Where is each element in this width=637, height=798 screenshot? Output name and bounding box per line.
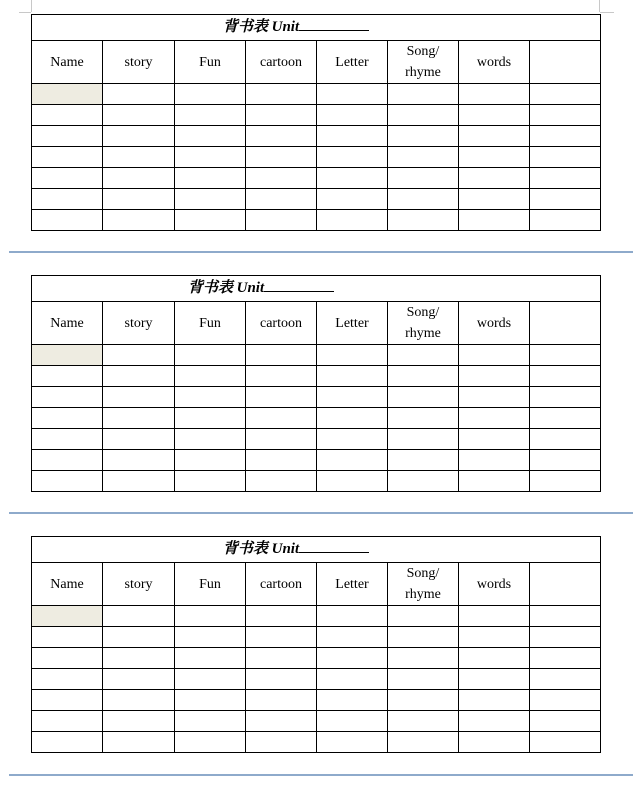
table-cell[interactable]: [246, 345, 317, 366]
table-cell[interactable]: [103, 732, 175, 753]
table-cell[interactable]: [175, 450, 246, 471]
table-cell[interactable]: [103, 408, 175, 429]
table-cell[interactable]: [175, 429, 246, 450]
table-cell[interactable]: [459, 711, 530, 732]
table-cell[interactable]: [246, 606, 317, 627]
table-cell[interactable]: [103, 147, 175, 168]
table-cell[interactable]: [317, 126, 388, 147]
header-cartoon: cartoon: [246, 41, 317, 84]
recitation-table: [31, 536, 601, 753]
table-cell[interactable]: [32, 471, 103, 492]
unit-blank-line[interactable]: [264, 278, 334, 292]
table-cell[interactable]: [246, 648, 317, 669]
table-cell[interactable]: [530, 366, 601, 387]
table-row: [32, 669, 601, 690]
table-cell[interactable]: [175, 669, 246, 690]
table-cell[interactable]: [317, 450, 388, 471]
table-cell[interactable]: [175, 189, 246, 210]
table-row: [32, 189, 601, 210]
table-cell[interactable]: [246, 210, 317, 231]
table-cell[interactable]: [175, 648, 246, 669]
header-fun: Fun: [175, 41, 246, 84]
page-separator: [9, 774, 633, 776]
table-cell[interactable]: [246, 168, 317, 189]
table-cell[interactable]: [530, 168, 601, 189]
table-cell[interactable]: [246, 408, 317, 429]
table-cell[interactable]: [175, 471, 246, 492]
header-name: Name: [32, 302, 103, 345]
header-story: story: [103, 41, 175, 84]
table-cell[interactable]: [32, 732, 103, 753]
table-cell[interactable]: [388, 126, 459, 147]
table-row: [32, 210, 601, 231]
table-cell[interactable]: [530, 648, 601, 669]
table-cell[interactable]: [32, 690, 103, 711]
table-cell[interactable]: [459, 84, 530, 105]
page-separator: [9, 251, 633, 253]
table-cell[interactable]: [317, 732, 388, 753]
table-cell[interactable]: [530, 627, 601, 648]
table-cell[interactable]: [175, 105, 246, 126]
table-cell[interactable]: [530, 606, 601, 627]
table-cell[interactable]: [459, 450, 530, 471]
table-cell[interactable]: [388, 387, 459, 408]
table-cell[interactable]: [459, 606, 530, 627]
table-cell[interactable]: [103, 84, 175, 105]
table-cell[interactable]: [175, 126, 246, 147]
crop-mark-right-h: [600, 12, 614, 13]
table-cell[interactable]: [530, 429, 601, 450]
selected-cell[interactable]: [32, 606, 103, 627]
table-cell[interactable]: [530, 450, 601, 471]
table-row: [32, 126, 601, 147]
header-words: words: [459, 563, 530, 606]
table-cell[interactable]: [388, 669, 459, 690]
table-body: [32, 606, 601, 753]
table-cell[interactable]: [459, 471, 530, 492]
header-cartoon: cartoon: [246, 563, 317, 606]
crop-mark-left: [31, 0, 32, 12]
table-body: [32, 84, 601, 231]
header-extra: [530, 563, 601, 606]
table-cell[interactable]: [246, 387, 317, 408]
table-cell[interactable]: [388, 84, 459, 105]
table-cell[interactable]: [175, 345, 246, 366]
table-cell[interactable]: [175, 606, 246, 627]
table-cell[interactable]: [530, 711, 601, 732]
table-row: [32, 429, 601, 450]
table-cell[interactable]: [388, 711, 459, 732]
table-cell[interactable]: [175, 147, 246, 168]
table-cell[interactable]: [459, 147, 530, 168]
table-cell[interactable]: [317, 408, 388, 429]
table-cell[interactable]: [32, 429, 103, 450]
table-cell[interactable]: [103, 690, 175, 711]
table-cell[interactable]: [388, 210, 459, 231]
table-row: [32, 147, 601, 168]
table-cell[interactable]: [317, 105, 388, 126]
table-cell[interactable]: [103, 387, 175, 408]
table-cell[interactable]: [175, 627, 246, 648]
table-cell[interactable]: [388, 345, 459, 366]
table-cell[interactable]: [317, 210, 388, 231]
table-row: [32, 471, 601, 492]
table-cell[interactable]: [103, 105, 175, 126]
table-cell[interactable]: [175, 408, 246, 429]
table-cell[interactable]: [317, 345, 388, 366]
header-song-rhyme: [388, 302, 459, 345]
table-row: [32, 168, 601, 189]
table-cell[interactable]: [388, 450, 459, 471]
table-cell[interactable]: [32, 105, 103, 126]
header-song-rhyme-text: Song/ rhyme: [405, 305, 441, 341]
header-song-rhyme-text: Song/ rhyme: [405, 44, 441, 80]
table-cell[interactable]: [459, 126, 530, 147]
table-cell[interactable]: [317, 471, 388, 492]
table-body: [32, 345, 601, 492]
table-row: [32, 648, 601, 669]
table-cell[interactable]: [246, 627, 317, 648]
recitation-sheet-1: [31, 14, 600, 231]
table-cell[interactable]: [530, 471, 601, 492]
table-cell[interactable]: [388, 690, 459, 711]
table-row: [32, 408, 601, 429]
header-song-rhyme-text: Song/ rhyme: [405, 566, 441, 602]
table-cell[interactable]: [388, 627, 459, 648]
table-cell[interactable]: [32, 147, 103, 168]
table-cell[interactable]: [32, 126, 103, 147]
page-separator: [9, 512, 633, 514]
table-title-text: 背书表 Unit: [222, 19, 300, 35]
table-cell[interactable]: [459, 168, 530, 189]
table-cell[interactable]: [103, 429, 175, 450]
table-cell[interactable]: [32, 648, 103, 669]
table-cell[interactable]: [530, 147, 601, 168]
table-cell[interactable]: [459, 189, 530, 210]
header-fun: Fun: [175, 563, 246, 606]
table-cell[interactable]: [388, 189, 459, 210]
table-title: [32, 276, 601, 302]
table-cell[interactable]: [530, 690, 601, 711]
table-cell[interactable]: [530, 210, 601, 231]
table-cell[interactable]: [103, 648, 175, 669]
table-row: [32, 387, 601, 408]
table-cell[interactable]: [246, 84, 317, 105]
table-cell[interactable]: [246, 669, 317, 690]
header-words: words: [459, 302, 530, 345]
table-cell[interactable]: [530, 126, 601, 147]
table-cell[interactable]: [175, 387, 246, 408]
table-row: [32, 366, 601, 387]
table-cell[interactable]: [459, 648, 530, 669]
table-row: [32, 627, 601, 648]
table-cell[interactable]: [103, 210, 175, 231]
table-cell[interactable]: [246, 189, 317, 210]
table-title: [32, 15, 601, 41]
table-cell[interactable]: [317, 429, 388, 450]
table-cell[interactable]: [246, 471, 317, 492]
table-cell[interactable]: [388, 366, 459, 387]
table-cell[interactable]: [388, 732, 459, 753]
crop-mark-right: [599, 0, 600, 12]
table-cell[interactable]: [32, 168, 103, 189]
table-cell[interactable]: [530, 669, 601, 690]
table-title: [32, 537, 601, 563]
table-cell[interactable]: [317, 189, 388, 210]
table-cell[interactable]: [459, 732, 530, 753]
header-letter: Letter: [317, 302, 388, 345]
header-cartoon: cartoon: [246, 302, 317, 345]
table-cell[interactable]: [103, 450, 175, 471]
table-cell[interactable]: [32, 408, 103, 429]
table-cell[interactable]: [317, 168, 388, 189]
header-song-rhyme: [388, 41, 459, 84]
table-cell[interactable]: [246, 732, 317, 753]
table-row: [32, 732, 601, 753]
table-cell[interactable]: [459, 690, 530, 711]
recitation-sheet-2: [31, 275, 600, 492]
table-cell[interactable]: [32, 366, 103, 387]
table-cell[interactable]: [246, 450, 317, 471]
table-title-text: 背书表 Unit: [187, 280, 265, 296]
table-row: [32, 345, 601, 366]
table-cell[interactable]: [246, 690, 317, 711]
table-cell[interactable]: [459, 408, 530, 429]
table-row: [32, 450, 601, 471]
table-cell[interactable]: [388, 147, 459, 168]
table-cell[interactable]: [103, 471, 175, 492]
header-extra: [530, 302, 601, 345]
table-cell[interactable]: [317, 648, 388, 669]
header-story: story: [103, 302, 175, 345]
table-cell[interactable]: [246, 147, 317, 168]
unit-blank-line[interactable]: [299, 17, 369, 31]
table-cell[interactable]: [103, 345, 175, 366]
table-cell[interactable]: [175, 366, 246, 387]
table-cell[interactable]: [530, 189, 601, 210]
table-cell[interactable]: [175, 84, 246, 105]
table-cell[interactable]: [388, 408, 459, 429]
selected-cell[interactable]: [32, 345, 103, 366]
table-cell[interactable]: [317, 606, 388, 627]
table-cell[interactable]: [32, 669, 103, 690]
table-cell[interactable]: [317, 690, 388, 711]
table-cell[interactable]: [32, 627, 103, 648]
table-row: [32, 690, 601, 711]
table-cell[interactable]: [459, 105, 530, 126]
table-cell[interactable]: [459, 669, 530, 690]
table-row: [32, 105, 601, 126]
table-cell[interactable]: [246, 366, 317, 387]
table-cell[interactable]: [103, 126, 175, 147]
table-cell[interactable]: [103, 366, 175, 387]
table-cell[interactable]: [530, 387, 601, 408]
header-extra: [530, 41, 601, 84]
table-cell[interactable]: [388, 471, 459, 492]
table-cell[interactable]: [103, 168, 175, 189]
header-name: Name: [32, 563, 103, 606]
table-cell[interactable]: [530, 345, 601, 366]
table-cell[interactable]: [317, 627, 388, 648]
selected-cell[interactable]: [32, 84, 103, 105]
header-words: words: [459, 41, 530, 84]
recitation-table: [31, 275, 601, 492]
table-cell[interactable]: [175, 732, 246, 753]
table-row: [32, 84, 601, 105]
table-cell[interactable]: [32, 450, 103, 471]
table-cell[interactable]: [32, 711, 103, 732]
table-cell[interactable]: [317, 669, 388, 690]
table-cell[interactable]: [175, 210, 246, 231]
table-cell[interactable]: [246, 711, 317, 732]
table-cell[interactable]: [317, 84, 388, 105]
table-cell[interactable]: [459, 210, 530, 231]
table-cell[interactable]: [103, 669, 175, 690]
table-cell[interactable]: [388, 429, 459, 450]
recitation-sheet-3: [31, 536, 600, 753]
table-cell[interactable]: [175, 711, 246, 732]
table-cell[interactable]: [317, 366, 388, 387]
table-cell[interactable]: [103, 189, 175, 210]
table-cell[interactable]: [32, 210, 103, 231]
header-story: story: [103, 563, 175, 606]
table-row: [32, 606, 601, 627]
table-cell[interactable]: [459, 429, 530, 450]
table-cell[interactable]: [388, 606, 459, 627]
table-cell[interactable]: [459, 627, 530, 648]
table-cell[interactable]: [530, 84, 601, 105]
table-cell[interactable]: [388, 648, 459, 669]
table-cell[interactable]: [32, 189, 103, 210]
table-cell[interactable]: [246, 126, 317, 147]
table-cell[interactable]: [32, 387, 103, 408]
table-cell[interactable]: [246, 429, 317, 450]
table-cell[interactable]: [246, 105, 317, 126]
header-name: Name: [32, 41, 103, 84]
table-cell[interactable]: [103, 711, 175, 732]
table-cell[interactable]: [317, 387, 388, 408]
unit-blank-line[interactable]: [299, 539, 369, 553]
header-letter: Letter: [317, 563, 388, 606]
header-song-rhyme: [388, 563, 459, 606]
header-letter: Letter: [317, 41, 388, 84]
table-title-text: 背书表 Unit: [222, 541, 300, 557]
table-cell[interactable]: [388, 105, 459, 126]
table-cell[interactable]: [388, 168, 459, 189]
table-cell[interactable]: [459, 345, 530, 366]
table-cell[interactable]: [175, 690, 246, 711]
table-cell[interactable]: [317, 147, 388, 168]
table-cell[interactable]: [530, 408, 601, 429]
table-cell[interactable]: [530, 105, 601, 126]
table-row: [32, 711, 601, 732]
table-cell[interactable]: [459, 366, 530, 387]
table-cell[interactable]: [530, 732, 601, 753]
table-cell[interactable]: [103, 627, 175, 648]
table-cell[interactable]: [317, 711, 388, 732]
header-fun: Fun: [175, 302, 246, 345]
table-cell[interactable]: [175, 168, 246, 189]
crop-mark-left-h: [19, 12, 31, 13]
table-cell[interactable]: [103, 606, 175, 627]
recitation-table: [31, 14, 601, 231]
table-cell[interactable]: [459, 387, 530, 408]
